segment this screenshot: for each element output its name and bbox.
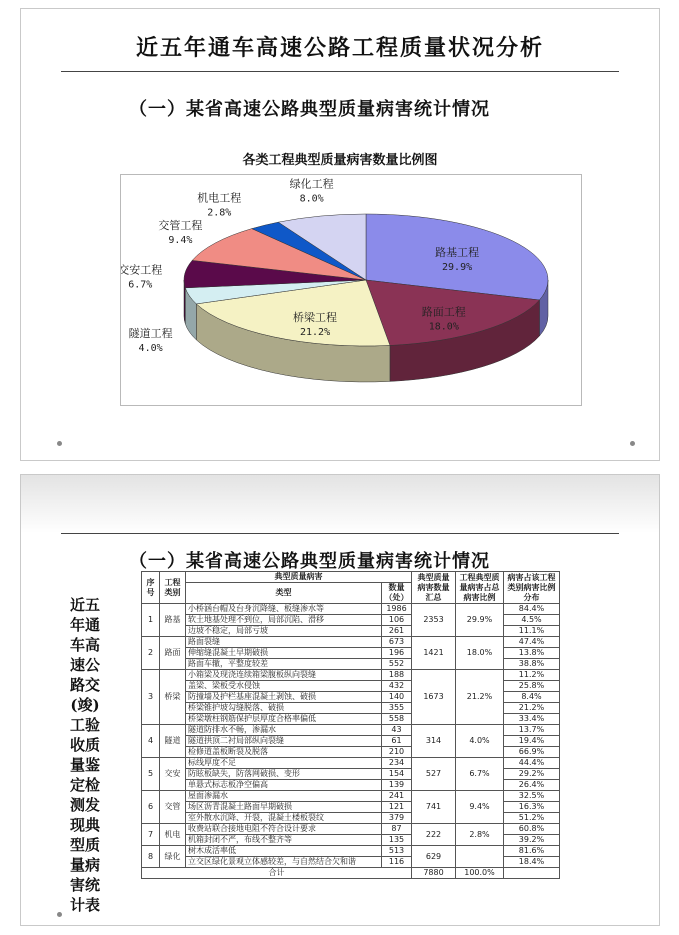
header-group: 典型质量病害: [186, 572, 412, 583]
chart-area: [120, 174, 582, 406]
cell-type: 隧道防排水不畅，渗漏水: [186, 725, 382, 736]
pie-label-name: 路面工程: [421, 305, 466, 319]
cell-total: 1421: [412, 637, 456, 670]
cell-dist: 29.2%: [504, 769, 560, 780]
cell-count: 241: [382, 791, 412, 802]
defect-statistics-table: [141, 571, 560, 879]
slide-header-band: [21, 475, 659, 533]
cell-type: 立交区绿化景观立体感较差，与自然结合欠和谐: [186, 857, 382, 868]
cell-type: 单悬式标志板净空偏高: [186, 780, 382, 791]
cell-dist: 44.4%: [504, 758, 560, 769]
cell-category: 交管: [160, 791, 186, 824]
cell-no: 2: [142, 637, 160, 670]
cell-type: 标线厚度不足: [186, 758, 382, 769]
pie-label-percent: 18.0%: [428, 321, 459, 333]
cell-no: 5: [142, 758, 160, 791]
table-row: [142, 670, 560, 681]
cell-type: 隧道拱顶二衬局部纵向裂缝: [186, 736, 382, 747]
pie-label-name: 机电工程: [197, 191, 242, 205]
cell-dist: 32.5%: [504, 791, 560, 802]
cell-count: 61: [382, 736, 412, 747]
cell-count: 87: [382, 824, 412, 835]
cell-type: 防眩板缺失，防落网破损、变形: [186, 769, 382, 780]
cell-count: 140: [382, 692, 412, 703]
header-total: 典型质量病害数量汇总: [412, 572, 456, 604]
cell-no: 3: [142, 670, 160, 725]
chart-title: 各类工程典型质量病害数量比例图: [242, 153, 438, 168]
cell-ratio: 6.7%: [456, 758, 504, 791]
cell-dist: 8.4%: [504, 692, 560, 703]
table-row: [142, 604, 560, 615]
cell-total: 1673: [412, 670, 456, 725]
total-ratio: 100.0%: [456, 868, 504, 879]
cell-dist: 26.4%: [504, 780, 560, 791]
total-dist: [504, 868, 560, 879]
total-count: 7880: [412, 868, 456, 879]
header-count: 数量（处）: [382, 583, 412, 604]
cell-count: 513: [382, 846, 412, 857]
cell-dist: 84.4%: [504, 604, 560, 615]
cell-count: 135: [382, 835, 412, 846]
header-dist: 病害占该工程类别病害比例分布: [504, 572, 560, 604]
cell-type: 收费站联合接地电阻不符合设计要求: [186, 824, 382, 835]
table-row: [142, 824, 560, 835]
cell-type: 路面裂缝: [186, 637, 382, 648]
slide-dot-left: [57, 912, 62, 917]
cell-type: 小桥涵台帽及台身沉降缝、板缝渗水等: [186, 604, 382, 615]
cell-type: 盖梁、梁板受水侵蚀: [186, 681, 382, 692]
cell-count: 43: [382, 725, 412, 736]
side-title-line: 测发: [69, 796, 100, 814]
cell-count: 106: [382, 615, 412, 626]
cell-type: 路面车辙，平整度较差: [186, 659, 382, 670]
cell-dist: 81.6%: [504, 846, 560, 857]
slide-chart: [20, 8, 660, 461]
cell-total: 222: [412, 824, 456, 846]
cell-count: 234: [382, 758, 412, 769]
cell-type: 场区沥青混凝土路面早期破损: [186, 802, 382, 813]
total-label: 合计: [142, 868, 412, 879]
cell-count: 210: [382, 747, 412, 758]
cell-count: 673: [382, 637, 412, 648]
cell-type: 伸缩缝混凝土早期破损: [186, 648, 382, 659]
side-title-line: 近五: [69, 596, 100, 614]
pie-label-name: 交安工程: [121, 263, 163, 277]
cell-type: 屋面渗漏水: [186, 791, 382, 802]
cell-category: 路面: [160, 637, 186, 670]
cell-no: 6: [142, 791, 160, 824]
cell-no: 4: [142, 725, 160, 758]
cell-dist: 13.8%: [504, 648, 560, 659]
cell-category: 绿化: [160, 846, 186, 868]
pie-label-percent: 4.0%: [138, 342, 163, 354]
pie-label-percent: 8.0%: [299, 193, 324, 205]
table-total-row: [142, 868, 560, 879]
cell-dist: 51.2%: [504, 813, 560, 824]
table-row: [142, 637, 560, 648]
cell-dist: 66.9%: [504, 747, 560, 758]
cell-count: 154: [382, 769, 412, 780]
cell-type: 检修道盖板断裂及脱落: [186, 747, 382, 758]
cell-count: 196: [382, 648, 412, 659]
pie-label-name: 交管工程: [158, 219, 203, 233]
cell-total: 741: [412, 791, 456, 824]
cell-type: 桥梁墩柱钢筋保护层厚度合格率偏低: [186, 714, 382, 725]
header-type: 类型: [186, 583, 382, 604]
side-title-line: 型质: [69, 836, 100, 854]
cell-dist: 39.2%: [504, 835, 560, 846]
table-row: [142, 791, 560, 802]
title-divider: [61, 71, 619, 72]
pie-label-percent: 6.7%: [128, 279, 153, 291]
cell-dist: 60.8%: [504, 824, 560, 835]
cell-type: 树木成活率低: [186, 846, 382, 857]
cell-count: 552: [382, 659, 412, 670]
side-title-line: 收质: [69, 736, 100, 754]
cell-dist: 21.2%: [504, 703, 560, 714]
side-title-line: 计表: [69, 896, 100, 914]
pie-label-name: 隧道工程: [128, 326, 173, 340]
slide-dot-right: [630, 441, 635, 446]
cell-type: 桥梁锥护坡勾缝脱落、破损: [186, 703, 382, 714]
cell-count: 188: [382, 670, 412, 681]
side-title-line: 现典: [69, 816, 100, 834]
header-category: 工程类别: [160, 572, 186, 604]
table-row: [142, 725, 560, 736]
title-divider: [61, 533, 619, 534]
pie-label-percent: 21.2%: [299, 327, 331, 339]
cell-count: 116: [382, 857, 412, 868]
pie-label-percent: 9.4%: [168, 235, 193, 247]
cell-type: 机箱封闭不严，布线不整齐等: [186, 835, 382, 846]
slide-subtitle: （一）某省高速公路典型质量病害统计情况: [129, 551, 490, 572]
side-title-line: 速公: [69, 656, 100, 674]
side-title-line: 年通: [69, 616, 100, 634]
cell-count: 1986: [382, 604, 412, 615]
side-title-line: 量病: [69, 856, 100, 874]
cell-total: 2353: [412, 604, 456, 637]
cell-type: 防撞墙及护栏基座混凝土剥蚀、破损: [186, 692, 382, 703]
cell-no: 8: [142, 846, 160, 868]
cell-category: 机电: [160, 824, 186, 846]
cell-count: 379: [382, 813, 412, 824]
pie-label-percent: 29.9%: [442, 261, 473, 273]
cell-count: 261: [382, 626, 412, 637]
slide-subtitle: （一）某省高速公路典型质量病害统计情况: [129, 99, 490, 120]
cell-total: 314: [412, 725, 456, 758]
cell-type: 室外散水沉降、开裂，混凝土楼板裂纹: [186, 813, 382, 824]
header-no: 序号: [142, 572, 160, 604]
side-title-line: 害统: [69, 876, 100, 894]
cell-dist: 38.8%: [504, 659, 560, 670]
cell-total: 527: [412, 758, 456, 791]
cell-dist: 18.4%: [504, 857, 560, 868]
pie-label-name: 路基工程: [435, 245, 480, 259]
cell-category: 路基: [160, 604, 186, 637]
slide-title: 近五年通车高速公路工程质量状况分析: [135, 35, 544, 61]
slide-table: [20, 474, 660, 926]
cell-ratio: 2.8%: [456, 824, 504, 846]
cell-count: 139: [382, 780, 412, 791]
table-row: [142, 758, 560, 769]
cell-no: 7: [142, 824, 160, 846]
cell-category: 桥梁: [160, 670, 186, 725]
cell-dist: 4.5%: [504, 615, 560, 626]
cell-ratio: 29.9%: [456, 604, 504, 637]
cell-type: 边坡不稳定，局部亏坡: [186, 626, 382, 637]
cell-dist: 47.4%: [504, 637, 560, 648]
cell-dist: 16.3%: [504, 802, 560, 813]
cell-ratio: [456, 846, 504, 868]
cell-count: 355: [382, 703, 412, 714]
cell-dist: 19.4%: [504, 736, 560, 747]
cell-ratio: 4.0%: [456, 725, 504, 758]
table-row: [142, 846, 560, 857]
cell-type: 小箱梁及现浇连续箱梁腹板纵向裂缝: [186, 670, 382, 681]
pie-label-name: 绿化工程: [289, 177, 334, 191]
cell-count: 121: [382, 802, 412, 813]
cell-count: 558: [382, 714, 412, 725]
cell-type: 软土地基处理不到位，局部沉陷、滑移: [186, 615, 382, 626]
cell-dist: 11.2%: [504, 670, 560, 681]
cell-ratio: 21.2%: [456, 670, 504, 725]
cell-dist: 13.7%: [504, 725, 560, 736]
cell-no: 1: [142, 604, 160, 637]
cell-ratio: 9.4%: [456, 791, 504, 824]
cell-total: 629: [412, 846, 456, 868]
vertical-table-title: [61, 595, 109, 915]
side-title-line: 量鉴: [69, 756, 100, 774]
side-title-line: 工验: [69, 716, 100, 734]
side-title-line: 定检: [69, 776, 100, 794]
cell-count: 432: [382, 681, 412, 692]
header-ratio: 工程典型质量病害占总病害比例: [456, 572, 504, 604]
side-title-line: (竣): [70, 696, 100, 714]
cell-ratio: 18.0%: [456, 637, 504, 670]
pie-label-percent: 2.8%: [207, 207, 232, 219]
cell-dist: 25.8%: [504, 681, 560, 692]
side-title-line: 路交: [69, 676, 100, 694]
cell-dist: 11.1%: [504, 626, 560, 637]
cell-dist: 33.4%: [504, 714, 560, 725]
cell-category: 隧道: [160, 725, 186, 758]
pie-label-name: 桥梁工程: [293, 311, 338, 325]
cell-category: 交安: [160, 758, 186, 791]
side-title-line: 车高: [69, 636, 100, 654]
slide-dot-left: [57, 441, 62, 446]
pie-chart: [121, 175, 581, 405]
